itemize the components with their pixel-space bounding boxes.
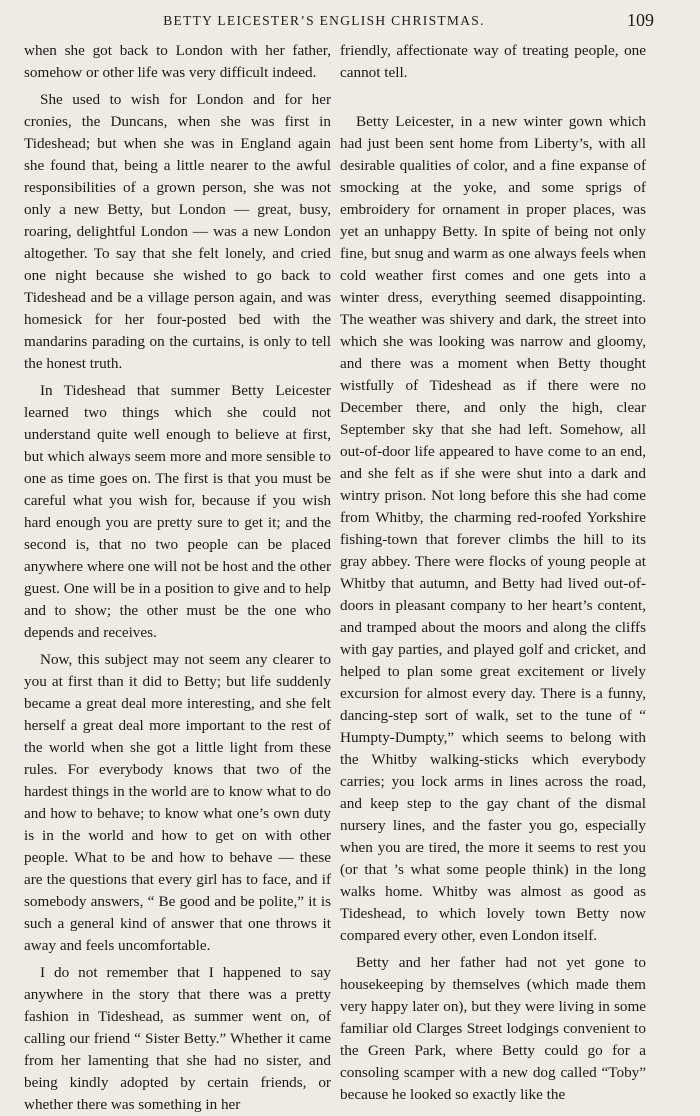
paragraph: when she got back to London with her father, somehow or other life was very difficult indeed. [24, 42, 331, 81]
paragraph: friendly, affectionate way of treating people, one cannot tell. [340, 42, 646, 81]
running-title: BETTY LEICESTER’S ENGLISH CHRISTMAS. [163, 13, 485, 28]
left-column [24, 40, 331, 1116]
page-number: 109 [627, 10, 654, 30]
paragraph: In Tideshead that summer Betty Leicester learned two things which she could not understand quite well enough to believe at first, but which always seem more and more sensible to one as time goes on. The first is that you must be careful what you wish for, because if you wish hard enough you are pretty sure to get it; and the second is, that no two people can be placed anywhere where one will not be host and the other guest. One will be in a position to give and to help and to show; the other must be the one who depends and receives. [24, 382, 331, 641]
paragraph: I do not remember that I happened to say anywhere in the story that there was a pretty fashion in Tideshead, as summer went on, of calling our friend “ Sister Betty.” Whether it came from her lamenting that she had no sister, and being kindly adopted by certain friends, or whether there was something in her [24, 964, 331, 1113]
paragraph: Now, this subject may not seem any clearer to you at first than it did to Betty; but life suddenly became a great deal more interesting, and she felt herself a great deal more important to the rest of the world when she got a little light from these rules. For everybody knows that two of the hardest things in the world are to know what to do and how to behave; to know what one’s own duty is in the world and how to get on with other people. What to be and how to behave — these are the questions that every girl has to face, and if somebody answers, “ Be good and be polite,” it is such a general kind of answer that one throws it away and feels uncomfortable. [24, 651, 331, 954]
paragraph: Betty Leicester, in a new winter gown which had just been sent home from Liberty’s, with all desirable qualities of color, and a fine expanse of smocking at the yoke, and some sprigs of embroidery for ornament in proper places, was yet an unhappy Betty. In spite of being not only fine, but snug and warm as one always feels when cold weather first comes and one gets into a winter dress, everything seemed disappointing. The weather was shivery and dark, the street into which she was looking was narrow and gloomy, and there was a moment when Betty thought wistfully of Tideshead as if there were no December there, and only the high, clear September sky that she had left. Somehow, all out-of-door life appeared to have come to an end, and she felt as if she were shut into a dark and wintry prison. Not long before this she had come from Whitby, the charming red-roofed Yorkshire fishing-town that forever climbs the hill to its gray abbey. There were flocks of young people at Whitby that autumn, and Betty had lived out-of-doors in pleasant company to her heart’s content, and tramped about the moors and along the cliffs with gay parties, and played golf and cricket, and helped to plan some great excitement or lively excursion for almost every day. There is a funny, dancing-step sort of walk, set to the tune of “ Humpty-Dumpty,” which seems to belong with the Whitby walking-sticks which everybody carries; you lock arms in lines across the road, and keep step to the gay chant of the dismal nursery lines, and the faster you go, especially when you are tired, the more it seems to rest you (or that ’s what some people think) in the long walks home. Whitby was almost as good as Tideshead, to which lovely town Betty now compared every other, even London itself. [340, 113, 646, 944]
paragraph: Betty and her father had not yet gone to housekeeping by themselves (which made them very happy later on), but they were living in some familiar old Clarges Street lodgings convenient to the Green Park, where Betty could go for a consoling scamper with a new dog called “Toby” because he looked so exactly like the [340, 954, 646, 1103]
right-column [340, 40, 646, 1106]
paragraph: She used to wish for London and for her cronies, the Duncans, when she was first in Tideshead; but when she was in England again she found that, being a little nearer to the awful responsibilities of a grown person, she was not only a new Betty, but London — great, busy, roaring, delightful London — was a new London altogether. To say that she felt lonely, and cried one night because she wished to go back to Tideshead and be a village person again, and was homesick for her four-posted bed with the mandarins parading on the curtains, is only to tell the honest truth. [24, 91, 331, 372]
running-head [24, 10, 654, 35]
